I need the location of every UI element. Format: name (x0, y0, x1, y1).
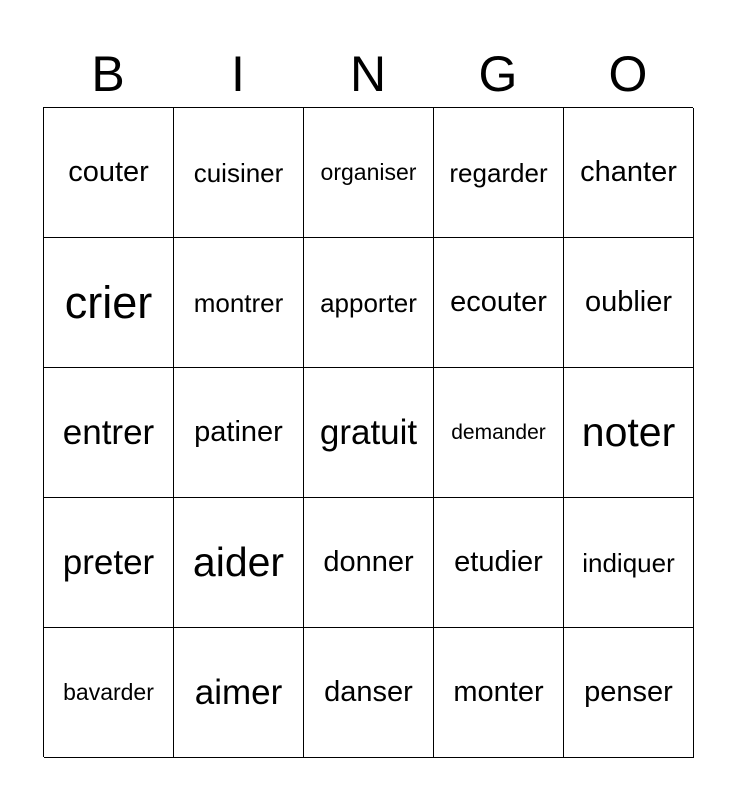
bingo-cell[interactable]: aider (174, 498, 304, 628)
bingo-cell[interactable]: penser (564, 628, 694, 758)
bingo-cell[interactable]: donner (304, 498, 434, 628)
bingo-cell[interactable]: patiner (174, 368, 304, 498)
header-letter-i: I (231, 46, 245, 102)
bingo-cell[interactable]: entrer (44, 368, 174, 498)
bingo-cell[interactable]: noter (564, 368, 694, 498)
bingo-header (43, 42, 693, 106)
bingo-cell[interactable]: aimer (174, 628, 304, 758)
bingo-cell[interactable]: indiquer (564, 498, 694, 628)
bingo-cell[interactable]: bavarder (44, 628, 174, 758)
bingo-cell[interactable]: apporter (304, 238, 434, 368)
bingo-cell[interactable]: danser (304, 628, 434, 758)
bingo-cell[interactable]: etudier (434, 498, 564, 628)
bingo-cell[interactable]: ecouter (434, 238, 564, 368)
header-letter-n: N (349, 46, 387, 102)
bingo-cell[interactable]: montrer (174, 238, 304, 368)
bingo-cell[interactable]: regarder (434, 108, 564, 238)
bingo-cell[interactable]: oublier (564, 238, 694, 368)
bingo-cell[interactable]: cuisiner (174, 108, 304, 238)
bingo-cell[interactable]: monter (434, 628, 564, 758)
bingo-cell[interactable]: demander (434, 368, 564, 498)
bingo-card-grid (43, 107, 693, 757)
bingo-cell[interactable]: gratuit (304, 368, 434, 498)
bingo-cell[interactable]: chanter (564, 108, 694, 238)
header-letter-b: B (91, 46, 125, 102)
bingo-cell[interactable]: crier (44, 238, 174, 368)
bingo-cell[interactable]: preter (44, 498, 174, 628)
header-letter-g: G (478, 46, 518, 102)
header-letter-o: O (608, 46, 648, 102)
bingo-cell[interactable]: organiser (304, 108, 434, 238)
bingo-cell[interactable]: couter (44, 108, 174, 238)
